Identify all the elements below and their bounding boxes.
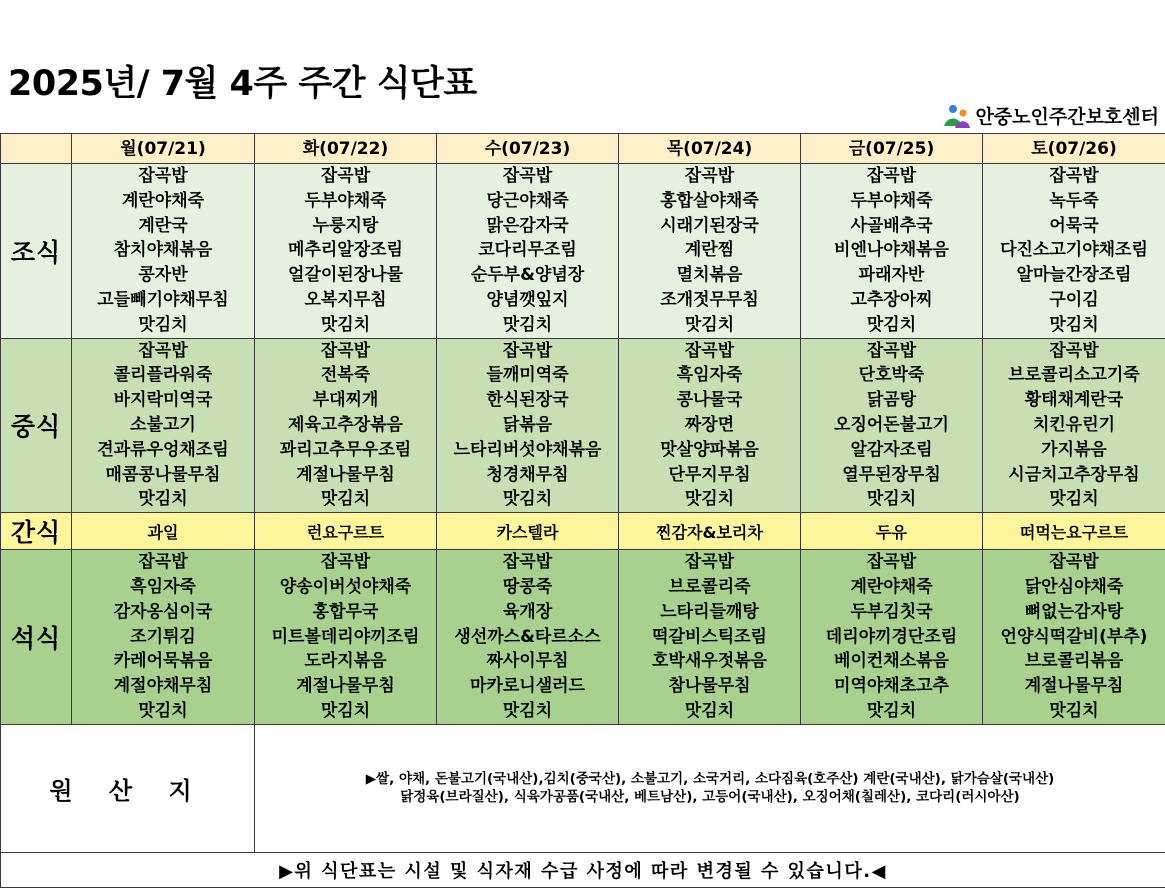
dish-item: 오징어돈불고기 xyxy=(834,414,949,435)
menu-cell-dinner xyxy=(619,550,801,725)
dish-item: 계란야채죽 xyxy=(121,190,205,211)
origin-text xyxy=(255,724,1165,852)
dish-item: 잡곡밥 xyxy=(138,552,188,573)
dish-item: 잡곡밥 xyxy=(138,166,188,186)
dish-item: 견과류우엉채조림 xyxy=(97,439,229,460)
organization-label: 안중노인주간보호센터 xyxy=(975,106,1159,128)
dish-item: 멸치볶음 xyxy=(676,265,743,286)
menu-cell-lunch xyxy=(437,338,619,513)
meal-label-dinner: 석식 xyxy=(1,550,72,725)
dish-item: 언양식떡갈비(부추) xyxy=(1000,626,1148,647)
dish-item: 참치야채볶음 xyxy=(113,240,213,261)
dish-item: 미역야채초고추 xyxy=(834,676,949,697)
dish-item: 맛김치 xyxy=(320,700,371,721)
dish-item: 매콤콩나물무침 xyxy=(105,464,221,485)
snack-cell: 떠먹는요구르트 xyxy=(983,513,1165,550)
dish-item: 들깨미역죽 xyxy=(486,365,569,386)
dinner-row xyxy=(1,550,1165,725)
dish-item: 잡곡밥 xyxy=(684,166,735,186)
dish-item: 흑임자죽 xyxy=(130,576,196,597)
dish-item: 계절나물무침 xyxy=(296,464,395,485)
dish-item: 맛김치 xyxy=(502,489,553,510)
dish-item: 잡곡밥 xyxy=(320,552,371,573)
dish-item: 맛김치 xyxy=(138,700,188,721)
day-header: 목(07/24) xyxy=(619,134,801,164)
menu-cell-dinner xyxy=(72,550,255,725)
dish-item: 조개젓무무침 xyxy=(660,289,759,310)
dish-item: 잡곡밥 xyxy=(866,552,917,573)
dish-item: 감자옹심이국 xyxy=(113,601,213,622)
dish-item: 맛김치 xyxy=(866,489,917,510)
dish-item: 두부야채죽 xyxy=(850,190,933,211)
dish-item: 홍합살야채죽 xyxy=(660,190,759,211)
dish-item: 잡곡밥 xyxy=(866,166,917,186)
menu-cell-dinner xyxy=(801,550,983,725)
dish-item: 양념깻잎지 xyxy=(486,289,569,310)
meal-label-breakfast: 조식 xyxy=(1,164,72,339)
dish-item: 잡곡밥 xyxy=(866,340,917,361)
dish-item: 잡곡밥 xyxy=(1049,552,1099,573)
dish-item: 땅콩죽 xyxy=(502,576,553,597)
dish-item: 소불고기 xyxy=(130,414,196,435)
organization-logo-icon xyxy=(941,104,971,130)
menu-cell-breakfast xyxy=(255,164,437,339)
dish-item: 잡곡밥 xyxy=(684,340,735,361)
dish-item: 흑임자죽 xyxy=(676,365,743,386)
snack-row xyxy=(1,513,1165,550)
dish-item: 계절나물무침 xyxy=(296,676,395,697)
day-header-row xyxy=(1,134,1165,164)
dish-item: 사골배추국 xyxy=(850,215,933,236)
menu-cell-breakfast xyxy=(72,164,255,339)
dish-item: 맛김치 xyxy=(138,489,188,510)
dish-item: 맛김치 xyxy=(684,314,735,335)
dish-item: 맛김치 xyxy=(1049,314,1099,335)
dish-item: 데리야끼경단조림 xyxy=(825,626,958,647)
dish-item: 바지락미역국 xyxy=(113,390,213,411)
dish-item: 잡곡밥 xyxy=(320,340,371,361)
dish-item: 잡곡밥 xyxy=(1049,166,1099,186)
dish-item: 육개장 xyxy=(502,601,553,622)
dish-item: 황태채계란국 xyxy=(1024,390,1124,411)
day-header: 월(07/21) xyxy=(72,134,255,164)
meal-label-snack: 간식 xyxy=(1,513,72,550)
lunch-row xyxy=(1,338,1165,513)
dish-item: 치킨유린기 xyxy=(1032,414,1116,435)
dish-item: 단무지무침 xyxy=(668,464,751,485)
dish-item: 파래자반 xyxy=(858,265,925,286)
dish-item: 오복지무침 xyxy=(304,289,387,310)
dish-item: 메추리알장조림 xyxy=(288,240,403,261)
snack-cell: 런요구르트 xyxy=(255,513,437,550)
dish-item: 단호박죽 xyxy=(858,365,925,386)
dish-item: 맛김치 xyxy=(684,489,735,510)
dish-item: 닭곰탕 xyxy=(866,390,917,411)
dish-item: 고추장아찌 xyxy=(850,289,933,310)
dish-item: 맛살양파볶음 xyxy=(660,439,759,460)
dish-item: 느타리들깨탕 xyxy=(660,601,759,622)
dish-item: 맑은감자국 xyxy=(486,215,569,236)
notice-row xyxy=(1,852,1165,887)
menu-cell-lunch xyxy=(72,338,255,513)
dish-item: 녹두죽 xyxy=(1049,190,1099,211)
dish-item: 브로콜리볶음 xyxy=(1024,651,1124,672)
dish-item: 베이컨채소볶음 xyxy=(834,651,949,672)
dish-item: 닭안심야채죽 xyxy=(1024,576,1124,597)
origin-line: 닭정육(브라질산), 식육가공품(국내산, 베트남산), 고등어(국내산), 오징어채(칠레산), 코다리(러시아산) xyxy=(400,789,1020,806)
dish-item: 콩자반 xyxy=(138,265,188,286)
menu-cell-lunch xyxy=(983,338,1165,513)
dish-item: 콩나물국 xyxy=(676,390,743,411)
menu-cell-breakfast xyxy=(801,164,983,339)
dish-item: 떡갈비스틱조림 xyxy=(652,626,767,647)
dish-item: 가지볶음 xyxy=(1041,439,1107,460)
menu-cell-breakfast xyxy=(619,164,801,339)
dish-item: 잡곡밥 xyxy=(320,166,371,186)
dish-item: 짜장면 xyxy=(684,414,735,435)
day-header: 수(07/23) xyxy=(437,134,619,164)
dish-item: 알마늘간장조림 xyxy=(1016,265,1132,286)
dish-item: 브로콜리죽 xyxy=(668,576,751,597)
dish-item: 당근야채죽 xyxy=(486,190,569,211)
dish-item: 맛김치 xyxy=(320,489,371,510)
snack-cell: 카스텔라 xyxy=(437,513,619,550)
dish-item: 계란국 xyxy=(138,215,188,236)
dish-item: 누룽지탕 xyxy=(312,215,379,236)
dish-item: 고들빼기야채무침 xyxy=(97,289,229,310)
day-header: 화(07/22) xyxy=(255,134,437,164)
dish-item: 짜사이무침 xyxy=(486,651,569,672)
dish-item: 느타리버섯야채볶음 xyxy=(453,439,602,460)
dish-item: 계란찜 xyxy=(684,240,735,261)
menu-cell-breakfast xyxy=(437,164,619,339)
organization-name xyxy=(941,104,1159,130)
dish-item: 얼갈이된장나물 xyxy=(288,265,403,286)
dish-item: 잡곡밥 xyxy=(502,166,553,186)
dish-item: 맛김치 xyxy=(1049,489,1099,510)
dish-item: 양송이버섯야채죽 xyxy=(279,576,412,597)
menu-cell-dinner xyxy=(255,550,437,725)
dish-item: 맛김치 xyxy=(866,700,917,721)
menu-cell-breakfast xyxy=(983,164,1165,339)
dish-item: 도라지볶음 xyxy=(304,651,387,672)
dish-item: 맛김치 xyxy=(1049,700,1099,721)
snack-cell: 과일 xyxy=(72,513,255,550)
dish-item: 다진소고기야채조림 xyxy=(1000,240,1148,261)
dish-item: 브로콜리소고기죽 xyxy=(1008,365,1140,386)
dish-item: 맛김치 xyxy=(138,314,188,335)
dish-item: 생선까스&타르소스 xyxy=(454,626,601,647)
dish-item: 뼈없는감자탕 xyxy=(1024,601,1124,622)
meal-label-lunch: 중식 xyxy=(1,338,72,513)
dish-item: 맛김치 xyxy=(320,314,371,335)
dish-item: 구이김 xyxy=(1049,289,1099,310)
dish-item: 잡곡밥 xyxy=(1049,340,1099,361)
dish-item: 부대찌개 xyxy=(312,390,379,411)
dish-item: 전복죽 xyxy=(320,365,371,386)
dish-item: 맛김치 xyxy=(502,700,553,721)
dish-item: 시금치고추장무침 xyxy=(1008,464,1140,485)
menu-cell-dinner xyxy=(437,550,619,725)
dish-item: 마카로니샐러드 xyxy=(470,676,585,697)
dish-item: 미트볼데리야끼조림 xyxy=(271,626,420,647)
dish-item: 두부야채죽 xyxy=(304,190,387,211)
dish-item: 잡곡밥 xyxy=(684,552,735,573)
dish-item: 잡곡밥 xyxy=(502,340,553,361)
origin-label: 원 산 지 xyxy=(1,724,255,852)
day-header: 금(07/25) xyxy=(801,134,983,164)
menu-cell-dinner xyxy=(983,550,1165,725)
dish-item: 콜리플라워죽 xyxy=(113,365,213,386)
dish-item: 코다리무조림 xyxy=(478,240,577,261)
dish-item: 시래기된장국 xyxy=(660,215,759,236)
menu-cell-lunch xyxy=(255,338,437,513)
menu-cell-lunch xyxy=(619,338,801,513)
corner-cell xyxy=(1,134,72,164)
dish-item: 호박새우젓볶음 xyxy=(652,651,767,672)
day-header: 토(07/26) xyxy=(983,134,1165,164)
snack-cell: 두유 xyxy=(801,513,983,550)
dish-item: 한식된장국 xyxy=(486,390,569,411)
dish-item: 순두부&양념장 xyxy=(470,265,585,286)
origin-row xyxy=(1,724,1165,852)
dish-item: 맛김치 xyxy=(866,314,917,335)
dish-item: 열무된장무침 xyxy=(842,464,941,485)
weekly-menu-table xyxy=(0,133,1165,888)
dish-item: 잡곡밥 xyxy=(138,340,188,361)
dish-item: 맛김치 xyxy=(684,700,735,721)
dish-item: 계절나물무침 xyxy=(1024,676,1124,697)
dish-item: 어묵국 xyxy=(1049,215,1099,236)
dish-item: 계란야채죽 xyxy=(850,576,933,597)
dish-item: 계절야채무침 xyxy=(113,676,213,697)
page-title: 2025년/ 7월 4주 주간 식단표 xyxy=(8,64,477,104)
dish-item: 조기튀김 xyxy=(130,626,196,647)
dish-item: 비엔나야채볶음 xyxy=(834,240,949,261)
menu-cell-lunch xyxy=(801,338,983,513)
dish-item: 참나물무침 xyxy=(668,676,751,697)
notice-text: ▶위 식단표는 시설 및 식자재 수급 사정에 따라 변경될 수 있습니다.◀ xyxy=(1,852,1165,887)
origin-line: ▶쌀, 야채, 돈불고기(국내산),김치(중국산), 소불고기, 소국거리, 소다짐육(호주산) 계란(국내산), 닭가슴살(국내산) xyxy=(365,771,1055,788)
dish-item: 잡곡밥 xyxy=(502,552,553,573)
snack-cell: 찐감자&보리차 xyxy=(619,513,801,550)
dish-item: 꽈리고추무우조림 xyxy=(279,439,412,460)
dish-item: 두부김칫국 xyxy=(850,601,933,622)
dish-item: 청경채무침 xyxy=(486,464,569,485)
breakfast-row xyxy=(1,164,1165,339)
dish-item: 홍합무국 xyxy=(312,601,379,622)
dish-item: 맛김치 xyxy=(502,314,553,335)
dish-item: 카레어묵볶음 xyxy=(113,651,213,672)
dish-item: 닭볶음 xyxy=(502,414,553,435)
dish-item: 알감자조림 xyxy=(850,439,933,460)
dish-item: 제육고추장볶음 xyxy=(288,414,403,435)
